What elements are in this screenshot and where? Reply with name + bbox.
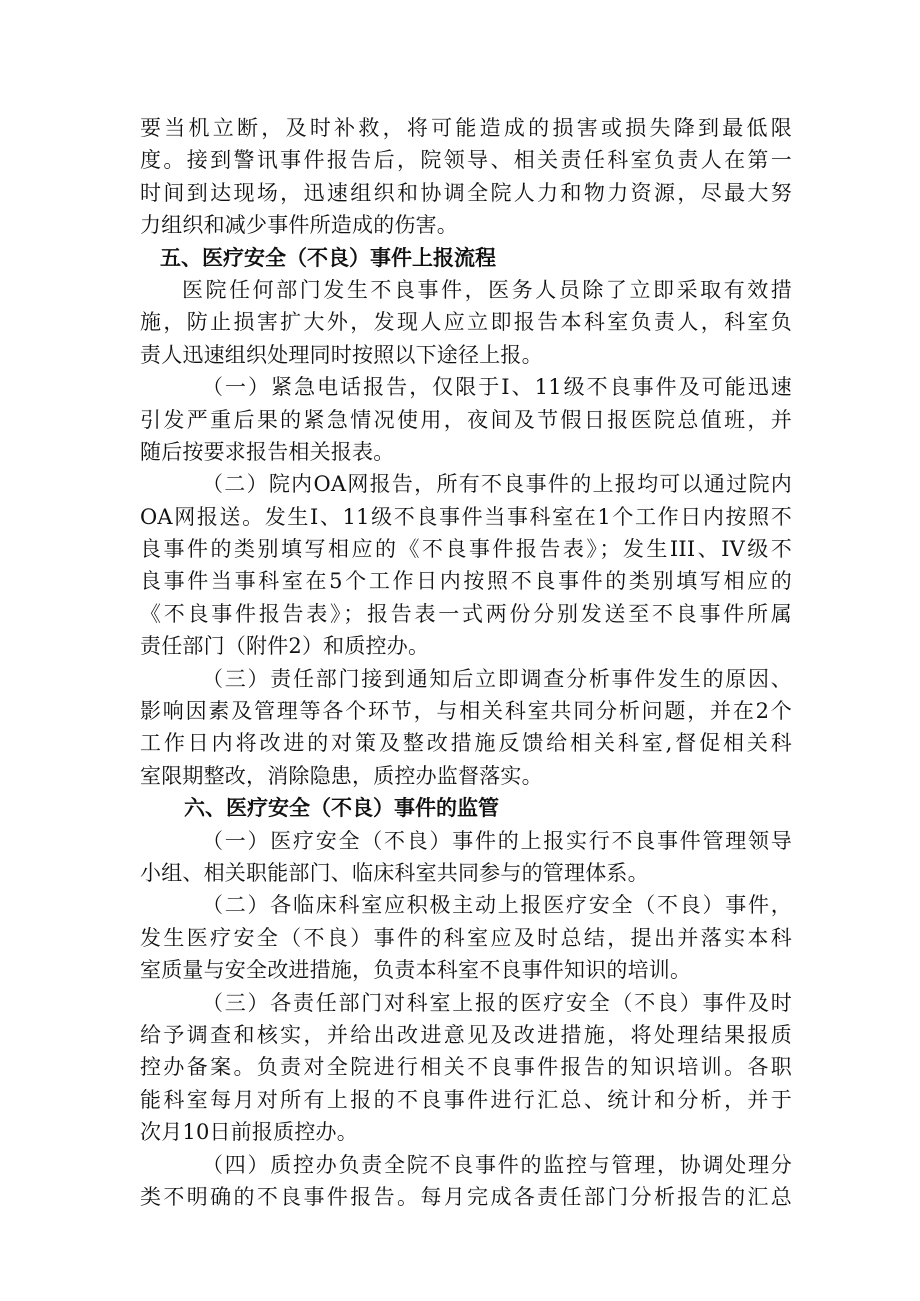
- text-line: 影响因素及管理等各个环节，与相关科室共同分析问题，并在2个: [140, 699, 792, 724]
- text-line: （四）质控办负责全院不良事件的监控与管理，协调处理分: [202, 1152, 792, 1177]
- paragraph-section5-item3: [140, 663, 792, 793]
- paragraph-section6-item4: [140, 1149, 792, 1214]
- text-line: 医院任何部门发生不良事件，医务人员除了立即采取有效措: [182, 277, 792, 302]
- text-line: 要当机立断，及时补救，将可能造成的损害或损失降到最低限: [140, 116, 792, 140]
- text-line: （三）各责任部门对科室上报的医疗安全（不良）事件及时: [202, 990, 792, 1015]
- paragraph-section6-item3: [140, 987, 792, 1149]
- paragraph-section5-item1: [140, 371, 792, 468]
- text-line: 类不明确的不良事件报告。每月完成各责任部门分析报告的汇总: [140, 1184, 792, 1209]
- text-line: 度。接到警讯事件报告后，院领导、相关责任科室负责人在第一: [140, 148, 792, 173]
- text-line: （一）紧急电话报告，仅限于I、11级不良事件及可能迅速: [202, 375, 792, 400]
- text-line: 次月10日前报质控办。: [140, 1120, 358, 1145]
- text-line: 良事件的类别填写相应的《不良事件报告表》；发生III、IV级不: [140, 537, 792, 562]
- text-line: （一）医疗安全（不良）事件的上报实行不良事件管理领导: [202, 828, 792, 853]
- paragraph-intro: [140, 112, 792, 242]
- text-line: 时间到达现场，迅速组织和协调全院人力和物力资源，尽最大努: [140, 180, 792, 205]
- text-line: 给予调查和核实，并给出改进意见及改进措施，将处理结果报质: [140, 1022, 792, 1047]
- text-line: 《不良事件报告表》；报告表一式两份分别发送至不良事件所属: [140, 601, 792, 626]
- text-line: 力组织和减少事件所造成的伤害。: [140, 213, 458, 238]
- text-line: 良事件当事科室在5个工作日内按照不良事件的类别填写相应的: [140, 569, 792, 594]
- paragraph-section6-item1: [140, 825, 792, 890]
- text-line: （二）各临床科室应积极主动上报医疗安全（不良）事件，: [202, 893, 792, 918]
- text-line: 施，防止损害扩大外，发现人应立即报告本科室负责人，科室负: [140, 310, 792, 335]
- text-line: 随后按要求报告相关报表。: [140, 439, 395, 464]
- paragraph-section5-item2: [140, 468, 792, 662]
- document-page: [140, 112, 792, 1213]
- section-heading-6: 六、医疗安全（不良）事件的监管: [184, 796, 499, 821]
- text-line: 引发严重后果的紧急情况使用，夜间及节假日报医院总值班，并: [140, 407, 792, 432]
- text-line: （三）责任部门接到通知后立即调查分析事件发生的原因、: [202, 666, 792, 691]
- text-line: 室限期整改，消除隐患，质控办监督落实。: [140, 763, 543, 788]
- text-line: （二）院内OA网报告，所有不良事件的上报均可以通过院内: [202, 472, 792, 497]
- text-line: 工作日内将改进的对策及整改措施反馈给相关科室,督促相关科: [140, 731, 792, 756]
- text-line: 小组、相关职能部门、临床科室共同参与的管理体系。: [140, 860, 649, 885]
- text-line: 责任部门（附件2）和质控办。: [140, 634, 430, 659]
- text-line: OA网报送。发生I、11级不良事件当事科室在1个工作日内按照不: [140, 504, 792, 529]
- section-heading-5: 五、医疗安全（不良）事件上报流程: [160, 245, 496, 270]
- text-line: 室质量与安全改进措施，负责本科室不良事件知识的培训。: [140, 958, 692, 983]
- text-line: 发生医疗安全（不良）事件的科室应及时总结，提出并落实本科: [140, 925, 792, 950]
- paragraph-section6-item2: [140, 889, 792, 986]
- paragraph-section5-intro: [140, 274, 792, 371]
- text-line: 能科室每月对所有上报的不良事件进行汇总、统计和分析，并于: [140, 1087, 792, 1112]
- text-line: 责人迅速组织处理同时按照以下途径上报。: [140, 342, 543, 367]
- text-line: 控办备案。负责对全院进行相关不良事件报告的知识培训。各职: [140, 1055, 792, 1080]
